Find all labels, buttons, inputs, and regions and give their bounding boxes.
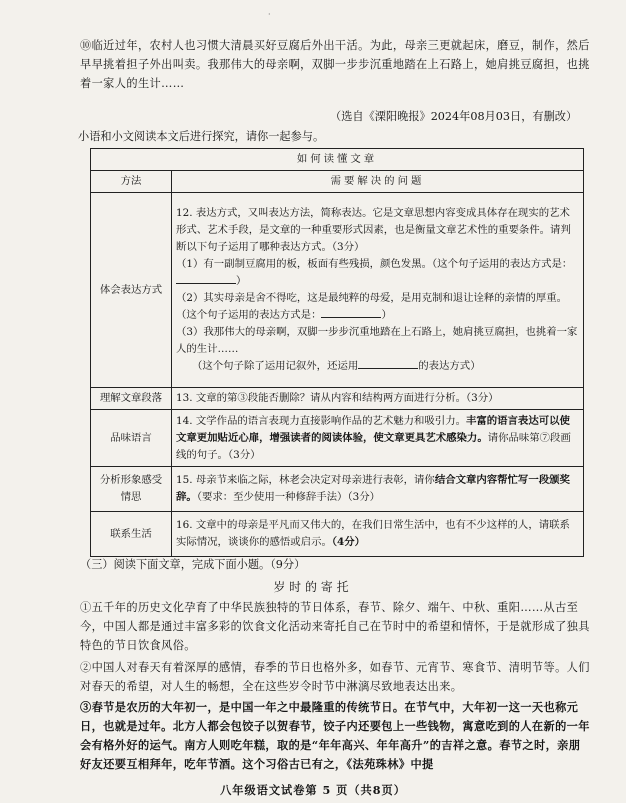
issue-text-c: （要求：至少使用一种修辞手法）（3分） (196, 491, 381, 503)
page-footer: 八年级语文试卷第 5 页（共8页） (220, 783, 406, 797)
question-12-1-text: （1）有一副制豆腐用的板，板面有些残损，颜色发黑。（这个句子运用的表达方式是： (176, 258, 573, 270)
issue-text-a: 16. 文章中的母亲是平凡而又伟大的，在我们日常生活中，也有不少这样的人，请联系实际情况，谈谈你的感悟或启示。 (176, 519, 570, 548)
question-12-1-end: ） (236, 275, 247, 287)
source-citation: （选自《溧阳晚报》2024年08月03日，有删改） (330, 110, 578, 123)
method-cell: 分析形象感受情思 (91, 467, 172, 512)
question-12-intro: 12. 表达方式，又叫表达方法，简称表达。它是文章思想内容变成具体存在现实的艺术形式、艺术手段，是文章的一种重要形式因素，也是衡量文章艺术性的重要条件。请判断以下句子运用了哪种表达方式。（3分） (176, 207, 571, 253)
answer-blank[interactable] (358, 368, 418, 369)
column-header-method: 方法 (91, 171, 172, 193)
issue-text-a: 15. 母亲节来临之际，林老会决定对母亲进行表彰，请你 (176, 474, 435, 486)
question-12-3: （3）我那伟大的母亲啊，双脚一步步沉重地踏在上石路上，她肩挑豆腐担，也挑着一家人的生计…… (176, 326, 578, 355)
issue-text-b: （4分） (331, 536, 366, 548)
question-12-2-text: （2）其实母亲是舍不得吃，这是最纯粹的母爱，是用克制和退让诠释的亲情的厚重。（这个句子运用的表达方式是： (176, 292, 568, 321)
table-header-row (91, 171, 584, 193)
column-header-issue: 需要解决的问题 (172, 171, 584, 193)
table-row (91, 193, 584, 388)
paragraph-10 (80, 36, 592, 104)
table-row (91, 388, 584, 410)
table-caption: 如何读懂文章 (91, 149, 584, 171)
section-3-heading: （三）阅读下面文章，完成下面小题。（9分） (80, 558, 306, 571)
scan-mark: · (268, 10, 271, 19)
intro-text: 小语和小文阅读本文后进行探究，请你一起参与。 (78, 130, 325, 143)
article-paragraph-2: ②中国人对春天有着深厚的感情，春季的节日也格外多，如春节、元宵节、寒食节、清明节等。人们对春天的希望，对人生的畅想，全在这些岁令时节中淋漓尽致地表达出来。 (80, 661, 590, 693)
note-text-a: （这个句子除了运用记叙外，还运用 (192, 360, 359, 372)
reading-table (90, 148, 584, 557)
paragraph-10-text: ⑩临近过年，农村人也习惯大清晨买好豆腐后外出干活。为此，母亲三更就起床，磨豆，制作，然后早早挑着担子外出叫卖。我那伟大的母亲啊，双脚一步步沉重地踏在上石路上，她肩挑豆腐担，也挑着一家人的生计…… (80, 39, 590, 90)
question-12-3-note (176, 358, 579, 375)
question-12-1 (176, 256, 579, 290)
table-row (91, 512, 584, 557)
article-paragraph-1: ①五千年的历史文化孕育了中华民族独特的节日体系，春节、除夕、端午、中秋、重阳……从古至今，中国人都是通过丰富多彩的饮食文化活动来寄托自己在节时中的希望和情怀，于是就形成了独具特色的节日饮食风俗。 (80, 601, 590, 652)
note-text-b: 的表达方式） (418, 360, 481, 372)
issue-cell (172, 467, 584, 512)
method-cell: 体会表达方式 (91, 193, 172, 388)
answer-blank[interactable] (176, 283, 236, 284)
answer-blank[interactable] (321, 317, 381, 318)
issue-cell (172, 512, 584, 557)
issue-text-a: 14. 文学作品的语言表现力直接影响作品的艺术魅力和吸引力。 (176, 414, 466, 427)
issue-cell: 13. 文章的第③段能否删除？请从内容和结构两方面进行分析。（3分） (172, 388, 584, 410)
method-cell: 理解文章段落 (91, 388, 172, 410)
issue-text-b: 丰富的语言表达可以使文章更加贴近心扉，增强读者的阅读体验，使文章更具艺术感染力。 (176, 414, 570, 444)
issue-text-c: 请你品味第⑦段画线的句子。（3分） (176, 431, 571, 461)
table-caption-row (91, 149, 584, 171)
article-paragraph-3: ③春节是农历的大年初一，是中国一年之中最隆重的传统节日。在节气中，大年初一这一天也称元日，也就是过年。北方人都会包饺子以贺春节，饺子内还要包上一些钱物，寓意吃到的人在新的一年会有格外好的运气。南方人则吃年糕，取的是“年年高兴、年年高升”的吉祥之意。春节之时，亲朋好友还要互相拜年，吃年节酒。这个习俗古已有之，《法苑珠林》中提 (80, 700, 590, 771)
issue-cell (172, 193, 584, 388)
table-row (91, 467, 584, 512)
article-title: 岁时的寄托 (273, 580, 353, 594)
issue-cell (172, 410, 584, 467)
method-cell: 品味语言 (91, 410, 172, 467)
method-cell: 联系生活 (91, 512, 172, 557)
issue-text-b: 结合文章内容帮忙写一段颁奖辞。 (176, 474, 570, 503)
question-12-2 (176, 290, 579, 324)
question-12-2-end: ） (381, 309, 392, 321)
table-row (91, 410, 584, 467)
